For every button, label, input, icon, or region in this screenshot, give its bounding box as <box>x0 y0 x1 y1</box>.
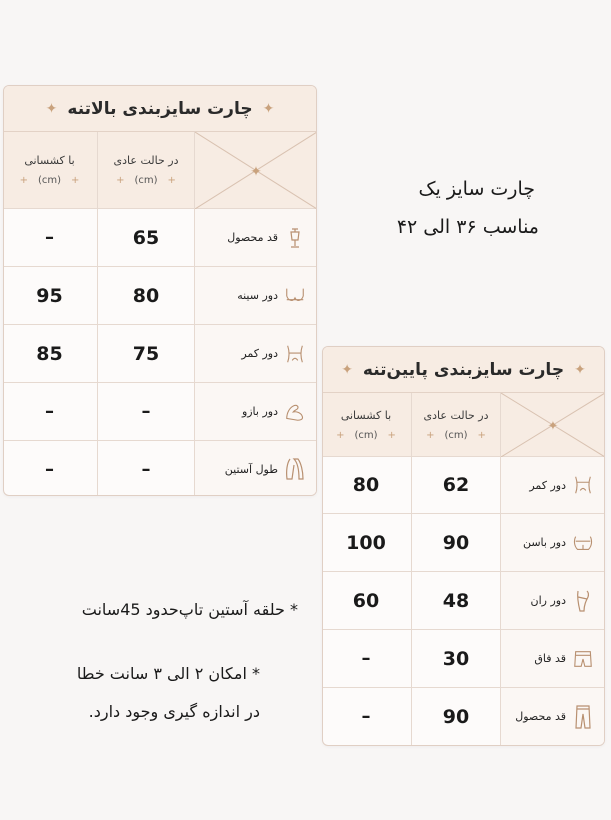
corner-cell <box>500 393 604 457</box>
headline-line2: مناسب ۳۶ الی ۴۲ <box>396 216 539 238</box>
value-normal: 80 <box>97 267 194 325</box>
value-stretch: 85 <box>3 325 97 383</box>
value-normal: 90 <box>411 688 500 745</box>
col-header-stretch: با کشسانی + (cm) + <box>322 393 411 457</box>
value-stretch: – <box>3 383 97 441</box>
value-stretch: – <box>3 209 97 267</box>
sparkle-icon: ✦ <box>45 100 58 117</box>
value-stretch: – <box>322 630 411 688</box>
value-normal: 48 <box>411 572 500 630</box>
col-stretch-label: با کشسانی <box>340 408 392 422</box>
unit-label: (cm) <box>37 175 62 186</box>
sleeve-icon <box>284 457 306 481</box>
waist-icon <box>572 473 594 497</box>
pants-icon <box>572 705 594 729</box>
row-label-text: دور کمر <box>529 478 566 492</box>
value-normal: 30 <box>411 630 500 688</box>
row-label <box>194 209 316 267</box>
sparkle-icon: ✦ <box>262 100 275 117</box>
value-normal: 90 <box>411 514 500 572</box>
unit-label: (cm) <box>354 429 378 441</box>
col-normal-label: در حالت عادی <box>423 408 489 422</box>
corner-cell <box>194 132 316 209</box>
row-label <box>500 457 604 514</box>
svg-text:✦: ✦ <box>547 419 559 434</box>
value-stretch: 60 <box>322 572 411 630</box>
value-stretch: 80 <box>322 457 411 514</box>
waist-icon <box>284 342 306 366</box>
sparkle-icon: ✦ <box>574 361 586 378</box>
value-stretch: 95 <box>3 267 97 325</box>
sparkle-icon: ✦ <box>341 361 353 378</box>
unit-label: (cm) <box>134 175 158 186</box>
row-label-text: طول آستین <box>224 462 278 476</box>
row-label-text: دور سینه <box>237 289 278 302</box>
bottom-chart-header <box>323 347 604 393</box>
top-chart-header <box>4 86 316 132</box>
col-normal-label: در حالت عادی <box>113 154 179 167</box>
row-label <box>500 688 604 745</box>
bottom-chart-title: چارت سایزبندی پایین‌تنه <box>362 359 565 380</box>
note-error-line2: در اندازه گیری وجود دارد. <box>88 702 260 721</box>
row-label <box>500 572 604 630</box>
row-label <box>500 514 604 572</box>
col-header-normal: در حالت عادی + (cm) + <box>411 393 500 457</box>
col-stretch-label: با کشسانی <box>24 154 75 167</box>
row-label-text: دور کمر <box>241 347 278 360</box>
dress-form-icon <box>284 226 306 250</box>
value-normal: 65 <box>97 209 194 267</box>
svg-text:✦: ✦ <box>250 164 262 180</box>
row-label-text: دور ران <box>530 594 566 607</box>
value-normal: – <box>97 383 194 441</box>
top-size-chart <box>3 85 317 496</box>
note-sleeve-ring: * حلقه آستین تاپ‌حدود 45سانت <box>81 600 298 619</box>
value-normal: 75 <box>97 325 194 383</box>
bottom-size-chart <box>322 346 605 746</box>
col-header-normal: در حالت عادی + (cm) + <box>97 132 194 209</box>
shorts-icon <box>572 647 594 671</box>
row-label-text: دور باسن <box>522 536 566 549</box>
thigh-icon <box>572 589 594 613</box>
corner-cross-decoration <box>501 393 605 457</box>
row-label <box>500 630 604 688</box>
value-stretch: – <box>361 706 371 727</box>
hip-icon <box>572 531 594 555</box>
value-normal: 62 <box>411 457 500 514</box>
row-label <box>194 441 316 496</box>
size-headline <box>305 170 539 246</box>
value-stretch: 100 <box>322 514 411 572</box>
top-chart-title: چارت سایزبندی بالاتنه <box>67 98 253 119</box>
value-normal: – <box>97 441 194 496</box>
row-label <box>194 325 316 383</box>
row-label-text: قد فاق <box>534 652 566 665</box>
row-label-text: دور بازو <box>241 405 278 418</box>
arm-icon <box>284 400 306 424</box>
headline-line1: چارت سایز یک <box>418 178 535 200</box>
row-label-text: قد محصول <box>227 231 278 244</box>
unit-label: (cm) <box>444 429 468 441</box>
bottom-chart-table <box>323 393 604 745</box>
corner-cross-decoration <box>195 132 317 209</box>
col-header-stretch: با کشسانی + (cm) + <box>3 132 97 209</box>
row-label-text: قد محصول <box>515 710 566 723</box>
row-label <box>194 267 316 325</box>
note-error-line1: * امکان ۲ الی ۳ سانت خطا <box>76 664 260 683</box>
row-label <box>194 383 316 441</box>
value-stretch: – <box>45 458 54 480</box>
top-chart-table <box>4 132 316 496</box>
bra-icon <box>284 284 306 308</box>
